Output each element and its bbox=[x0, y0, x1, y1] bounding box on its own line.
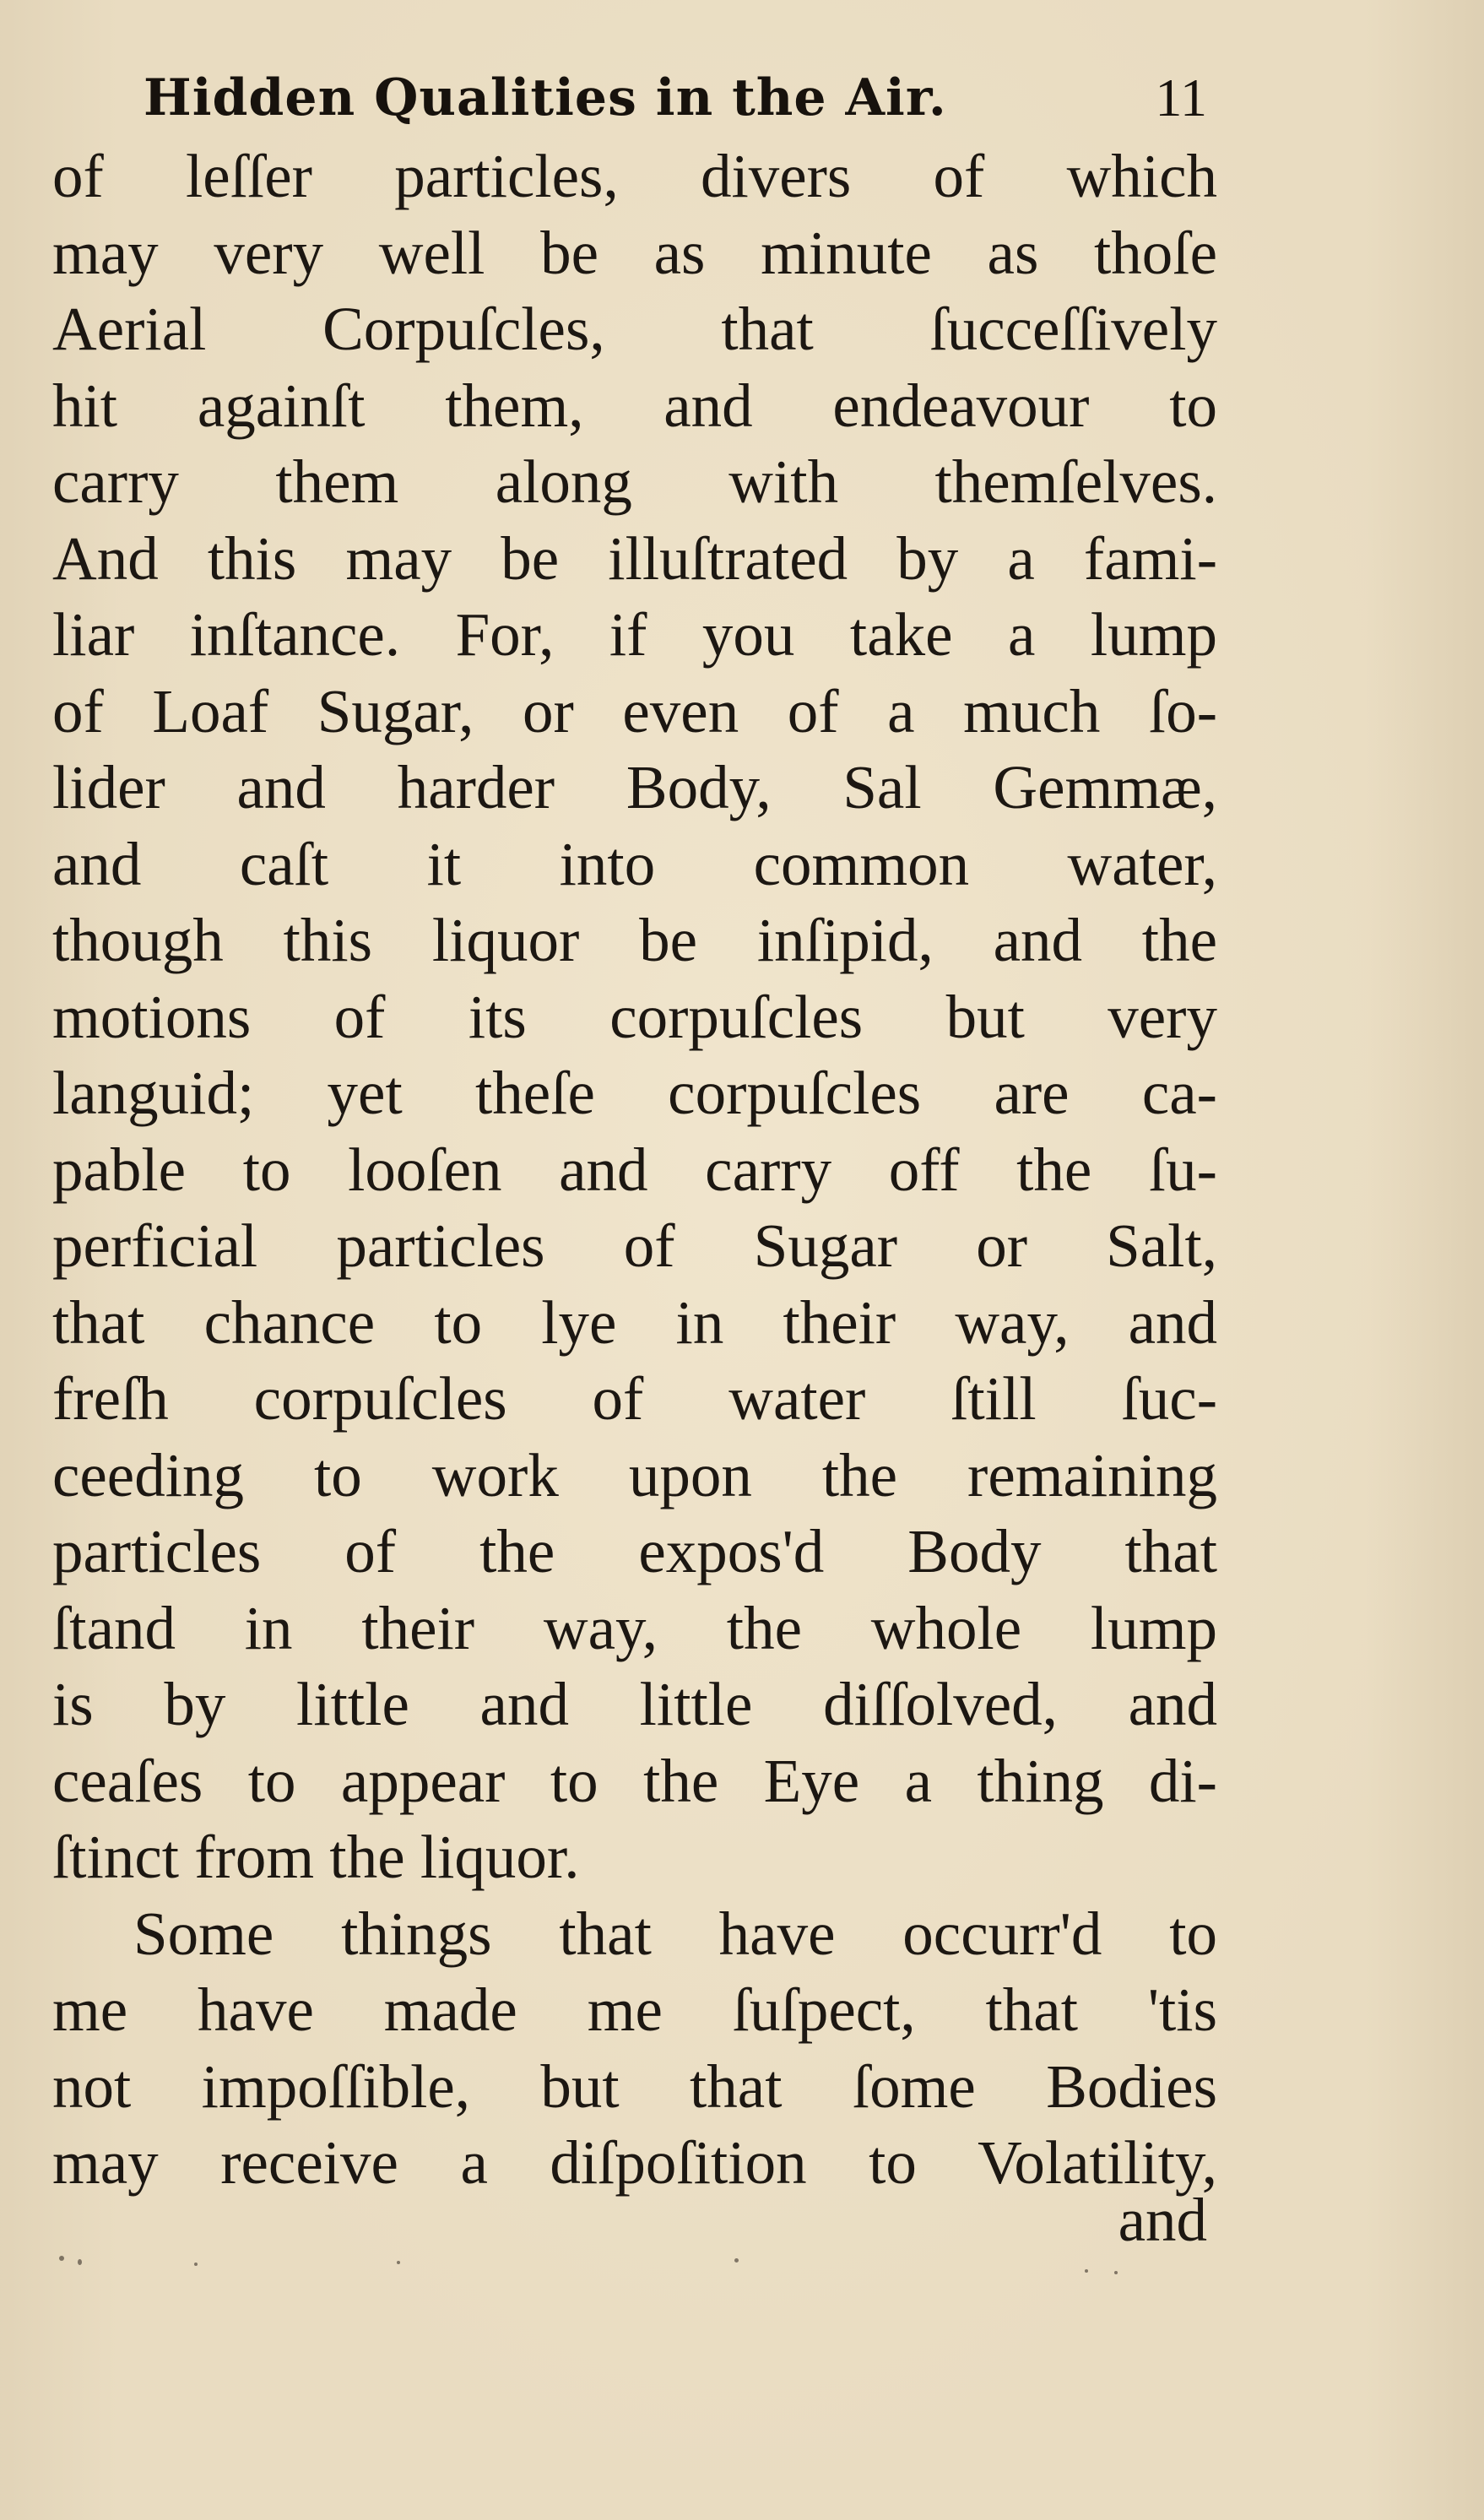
text-line: carry them along with themſelves. bbox=[52, 447, 1217, 516]
text-line: freſh corpuſcles of water ſtill ſuc- bbox=[52, 1364, 1217, 1433]
text-line: ceaſes to appear to the Eye a thing di- bbox=[52, 1746, 1217, 1815]
paper-speck bbox=[194, 2263, 198, 2266]
text-line: ceeding to work upon the remaining bbox=[52, 1440, 1217, 1509]
text-line: may very well be as minute as thoſe bbox=[52, 218, 1217, 287]
paper-speck bbox=[1114, 2271, 1118, 2274]
running-head: Hidden Qualities in the Air. bbox=[144, 68, 947, 127]
text-line: not impoſſible, but that ſome Bodies bbox=[52, 2051, 1217, 2121]
text-line: ſtinct from the liquor. bbox=[52, 1823, 580, 1891]
text-line: pable to looſen and carry off the ſu- bbox=[52, 1135, 1217, 1204]
text-line: is by little and little diſſolved, and bbox=[52, 1670, 1217, 1738]
text-line: of leſſer particles, divers of which bbox=[52, 142, 1217, 210]
text-line: Some things that have occurr'd to bbox=[133, 1899, 1217, 1968]
text-line: hit againſt them, and endeavour to bbox=[52, 371, 1217, 440]
paper-speck bbox=[59, 2256, 64, 2261]
page-number: 11 bbox=[1155, 68, 1207, 127]
paper-speck bbox=[734, 2258, 739, 2263]
paper-speck bbox=[1085, 2269, 1088, 2273]
text-line: particles of the expos'd Body that bbox=[52, 1517, 1217, 1585]
text-line: of Loaf Sugar, or even of a much ſo- bbox=[52, 676, 1217, 745]
text-line: me have made me ſuſpect, that 'tis bbox=[52, 1975, 1217, 2044]
paper-speck bbox=[78, 2259, 82, 2265]
text-line: that chance to lye in their way, and bbox=[52, 1287, 1217, 1357]
text-line: liar inſtance. For, if you take a lump bbox=[52, 600, 1217, 669]
text-line: Aerial Corpuſcles, that ſucceſſively bbox=[52, 295, 1217, 363]
text-line: though this liquor be inſipid, and the bbox=[52, 906, 1217, 974]
text-line: and caſt it into common water, bbox=[52, 829, 1217, 898]
text-line: languid; yet theſe corpuſcles are ca- bbox=[52, 1059, 1217, 1127]
text-line: perficial particles of Sugar or Salt, bbox=[52, 1211, 1217, 1280]
text-line: And this may be illuſtrated by a fami- bbox=[52, 523, 1217, 593]
text-line: lider and harder Body, Sal Gemmæ, bbox=[52, 753, 1217, 821]
text-line: ſtand in their way, the whole lump bbox=[52, 1593, 1217, 1662]
paper-speck bbox=[397, 2261, 400, 2264]
text-line: motions of its corpuſcles but very bbox=[52, 982, 1217, 1051]
catchword: and bbox=[1118, 2186, 1207, 2254]
text-line: may receive a diſpoſition to Volatility, bbox=[52, 2128, 1217, 2197]
body-text bbox=[52, 138, 1217, 2202]
